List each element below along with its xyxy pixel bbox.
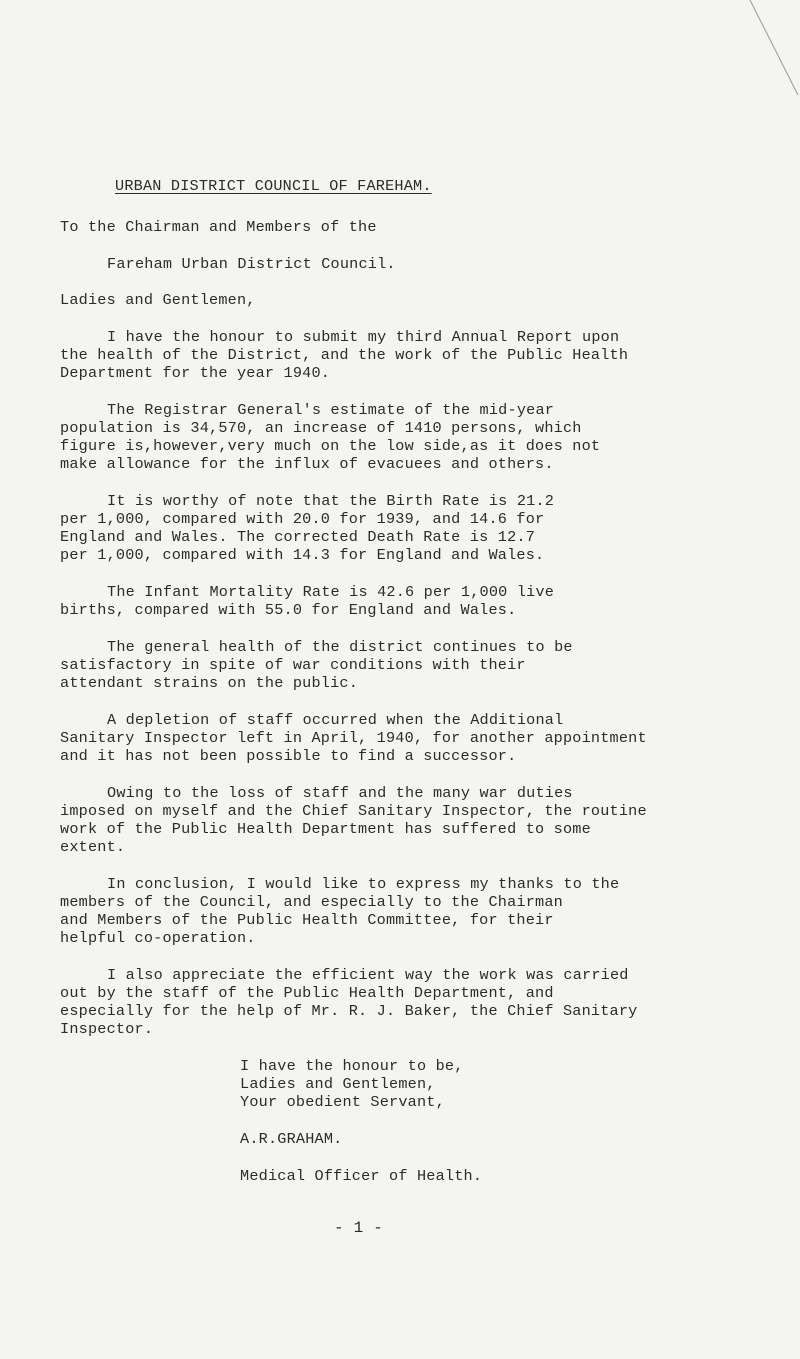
- paragraph-5-line-2: satisfactory in spite of war conditions with their: [60, 656, 526, 674]
- paragraph-5-line-1: The general health of the district continues to be: [107, 638, 573, 656]
- paragraph-7-line-2: imposed on myself and the Chief Sanitary Inspector, the routine: [60, 802, 647, 820]
- paragraph-5-line-3: attendant strains on the public.: [60, 674, 359, 692]
- page-number: - 1 -: [334, 1219, 384, 1237]
- paragraph-7-line-3: work of the Public Health Department has suffered to some: [60, 820, 591, 838]
- paragraph-6-line-3: and it has not been possible to find a successor.: [60, 747, 517, 765]
- paragraph-3-line-4: per 1,000, compared with 14.3 for England and Wales.: [60, 546, 545, 564]
- salutation-line-3: Ladies and Gentlemen,: [60, 291, 256, 309]
- signature-role: Medical Officer of Health.: [240, 1167, 483, 1185]
- paragraph-3-line-1: It is worthy of note that the Birth Rate is 21.2: [107, 492, 555, 510]
- paragraph-4-line-1: The Infant Mortality Rate is 42.6 per 1,000 live: [107, 583, 555, 601]
- paragraph-7-line-4: extent.: [60, 838, 126, 856]
- paragraph-8-line-4: helpful co-operation.: [60, 929, 256, 947]
- signature-name: A.R.GRAHAM.: [240, 1130, 343, 1148]
- paragraph-1-line-1: I have the honour to submit my third Annual Report upon: [107, 328, 620, 346]
- closing-line-3: Your obedient Servant,: [240, 1093, 445, 1111]
- paragraph-8-line-2: members of the Council, and especially to the Chairman: [60, 893, 563, 911]
- paragraph-2-line-3: figure is,however,very much on the low side,as it does not: [60, 437, 601, 455]
- paragraph-9-line-4: Inspector.: [60, 1020, 154, 1038]
- paragraph-2-line-4: make allowance for the influx of evacuees and others.: [60, 455, 554, 473]
- paragraph-7-line-1: Owing to the loss of staff and the many war duties: [107, 784, 573, 802]
- paragraph-1-line-2: the health of the District, and the work of the Public Health: [60, 346, 629, 364]
- paragraph-8-line-3: and Members of the Public Health Committee, for their: [60, 911, 554, 929]
- paragraph-3-line-2: per 1,000, compared with 20.0 for 1939, and 14.6 for: [60, 510, 545, 528]
- paragraph-9-line-2: out by the staff of the Public Health Department, and: [60, 984, 554, 1002]
- paragraph-6-line-1: A depletion of staff occurred when the Additional: [107, 711, 564, 729]
- paragraph-8-line-1: In conclusion, I would like to express my thanks to the: [107, 875, 620, 893]
- closing-line-1: I have the honour to be,: [240, 1057, 464, 1075]
- paragraph-4-line-2: births, compared with 55.0 for England and Wales.: [60, 601, 517, 619]
- paragraph-9-line-1: I also appreciate the efficient way the work was carried: [107, 966, 629, 984]
- paragraph-2-line-1: The Registrar General's estimate of the mid-year: [107, 401, 555, 419]
- paragraph-2-line-2: population is 34,570, an increase of 1410 persons, which: [60, 419, 582, 437]
- salutation-line-1: To the Chairman and Members of the: [60, 218, 377, 236]
- document-title: URBAN DISTRICT COUNCIL OF FAREHAM.: [115, 177, 432, 195]
- paragraph-1-line-3: Department for the year 1940.: [60, 364, 331, 382]
- paragraph-6-line-2: Sanitary Inspector left in April, 1940, for another appointment: [60, 729, 647, 747]
- salutation-line-2: Fareham Urban District Council.: [107, 255, 396, 273]
- page-corner-mark: [740, 0, 800, 100]
- closing-line-2: Ladies and Gentlemen,: [240, 1075, 436, 1093]
- paragraph-9-line-3: especially for the help of Mr. R. J. Baker, the Chief Sanitary: [60, 1002, 638, 1020]
- paragraph-3-line-3: England and Wales. The corrected Death Rate is 12.7: [60, 528, 536, 546]
